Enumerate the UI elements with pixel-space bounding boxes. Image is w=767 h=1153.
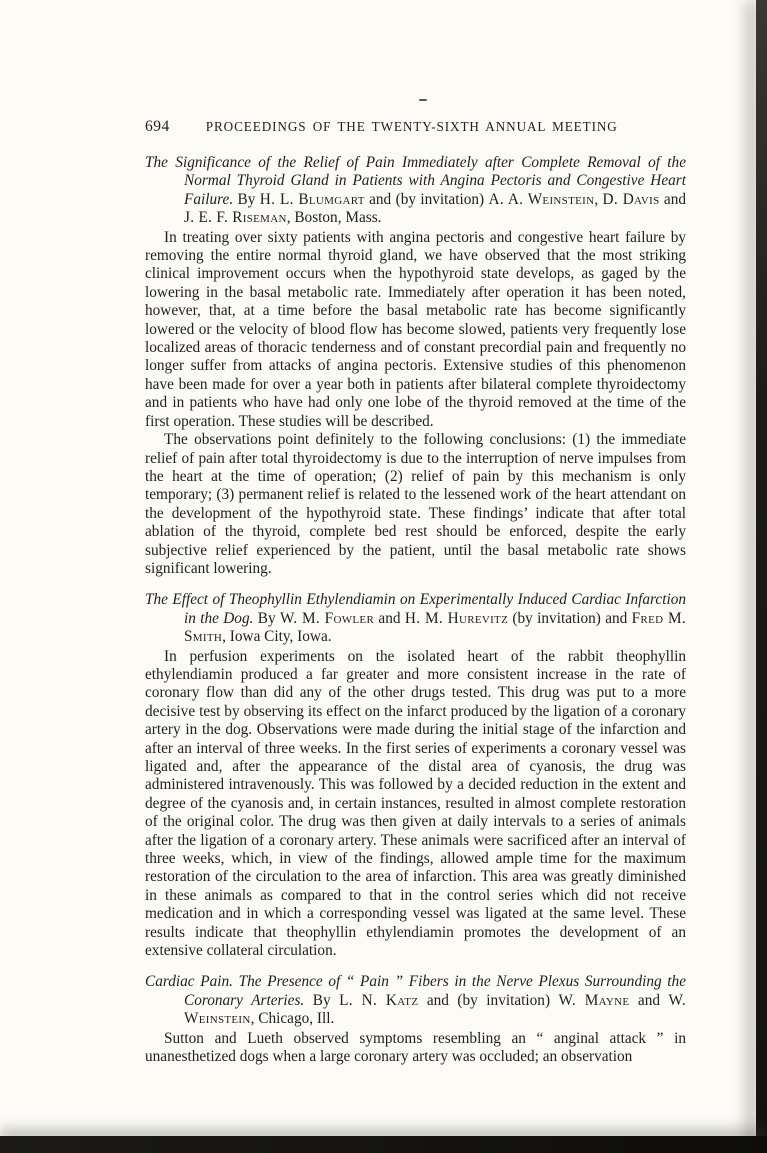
heading-run: A. A. Weinstein (488, 190, 595, 208)
abstract-heading (145, 591, 686, 646)
heading-run: W. M. Fowler (279, 609, 375, 627)
running-header: PROCEEDINGS OF THE TWENTY-SIXTH ANNUAL MEETING (205, 119, 618, 134)
heading-run: and (by invitation) (364, 190, 489, 208)
paragraph: Sutton and Lueth observed symptoms resembling an “ anginal attack ” in unanesthetized dogs when a large coronary artery was occluded; an observation (145, 1029, 686, 1066)
heading-run: (by invitation) and (508, 609, 632, 627)
scan-speck (419, 99, 427, 101)
heading-run: , Iowa City, Iowa. (222, 628, 332, 646)
page-header (145, 118, 686, 136)
heading-run: H. M. Hurevitz (404, 609, 509, 627)
heading-run: and (374, 609, 405, 627)
heading-run: D. Davis (602, 190, 660, 208)
heading-run: W. Mayne (558, 991, 630, 1009)
scan-edge-bottom (0, 1136, 767, 1153)
abstract-section-1 (145, 154, 686, 578)
heading-run: , (594, 190, 603, 208)
paragraph: The observations point definitely to the following conclusions: (1) the immediate relief of pain after total thyroidectomy is due to the interruption of nerve impulses from the heart at the time of operation; (2) relief of pain by this mechanism is only temporary; (3) permanent relief is related to the lessened work of the heart attendant on the development of the hypothyroid state. These findings’ indicate that after total ablation of the thyroid, complete bed rest should be enforced, despite the early subjective relief experienced by the patient, until the basal metabolic rate shows significant lowering. (145, 431, 686, 577)
paragraph: In treating over sixty patients with angina pectoris and congestive heart failure by removing the entire normal thyroid gland, we have observed that the most striking clinical improvement occurs when the hypothyroid state develops, as gaged by the lowering in the basal metabolic rate. Immediately after operation it has been noted, however, that, at a time before the basal metabolic rate has become significantly lowered or the velocity of blood flow has become slowed, patients very frequently lose localized areas of thoracic tenderness and of constant precordial pain and frequently no longer suffer from attacks of angina pectoris. Extensive studies of this phenomenon have been made for over a year both in patients after bilateral complete thyroidectomy and in patients who have had only one lobe of the thyroid removed at the time of the first operation. These studies will be described. (145, 228, 686, 430)
heading-run: , Boston, Mass. (286, 209, 382, 227)
page-number: 694 (145, 118, 170, 135)
heading-run: , Chicago, Ill. (250, 1010, 335, 1028)
paragraph: In perfusion experiments on the isolated heart of the rabbit theophyllin ethylendiamin produced a far greater and more consistent increase in the rate of coronary flow than did any of the other drugs tested. This drug was put to a more decisive test by observing its effect on the infarct produced by the ligation of a coronary artery in the dog. Observations were made during the initial stage of the infarction and after an interval of three weeks. In the first series of experiments a coronary vessel was ligated and, after the appearance of the distal area of cyanosis, the drug was administered intravenously. This was followed by a decided reduction in the extent and degree of the cyanosis and, in certain instances, resulted in almost complete restoration of the original color. The drug was then given at daily intervals to a series of animals after the ligation of a coronary artery. These animals were sacrificed after an interval of three weeks, which, in view of the findings, allowed ample time for the maximum restoration of the circulation to the area of infarction. This area was greatly diminished in these animals as compared to that in the control series which did not receive medication and in which a corresponding vessel was ligated at the same level. These results indicate that theophyllin ethylendiamin promotes the development of an extensive collateral circulation. (145, 647, 686, 960)
abstract-section-3 (145, 973, 686, 1066)
heading-run: H. L. Blumgart (259, 190, 365, 208)
heading-run: and (by invitation) (418, 991, 559, 1009)
heading-run: W. Weinstein (184, 991, 686, 1028)
abstract-heading (145, 973, 686, 1028)
heading-run: By (233, 190, 260, 208)
heading-run: and (659, 190, 686, 208)
heading-run: Cardiac Pain. The Presence of “ Pain ” Fibers in the Nerve Plexus Surrounding the Coronary Arteries. (145, 973, 686, 1009)
page-content (145, 118, 686, 1067)
heading-run: By (304, 991, 340, 1009)
heading-run: The Effect of Theophyllin Ethylendiamin on Experimentally Induced Cardiac Infarction in the Dog. (145, 591, 686, 627)
heading-run: Fred M. Smith (184, 609, 686, 646)
abstract-heading (145, 154, 686, 228)
abstract-section-2 (145, 591, 686, 960)
heading-run: L. N. Katz (339, 991, 419, 1009)
heading-run: and (629, 991, 669, 1009)
heading-run: By (253, 609, 280, 627)
heading-run: The Significance of the Relief of Pain Immediately after Complete Removal of the Normal Thyroid Gland in Patients with Angina Pectoris and Congestive Heart Failure. (145, 154, 686, 208)
scan-edge-right (756, 0, 767, 1153)
heading-run: J. E. F. Riseman (184, 209, 287, 227)
